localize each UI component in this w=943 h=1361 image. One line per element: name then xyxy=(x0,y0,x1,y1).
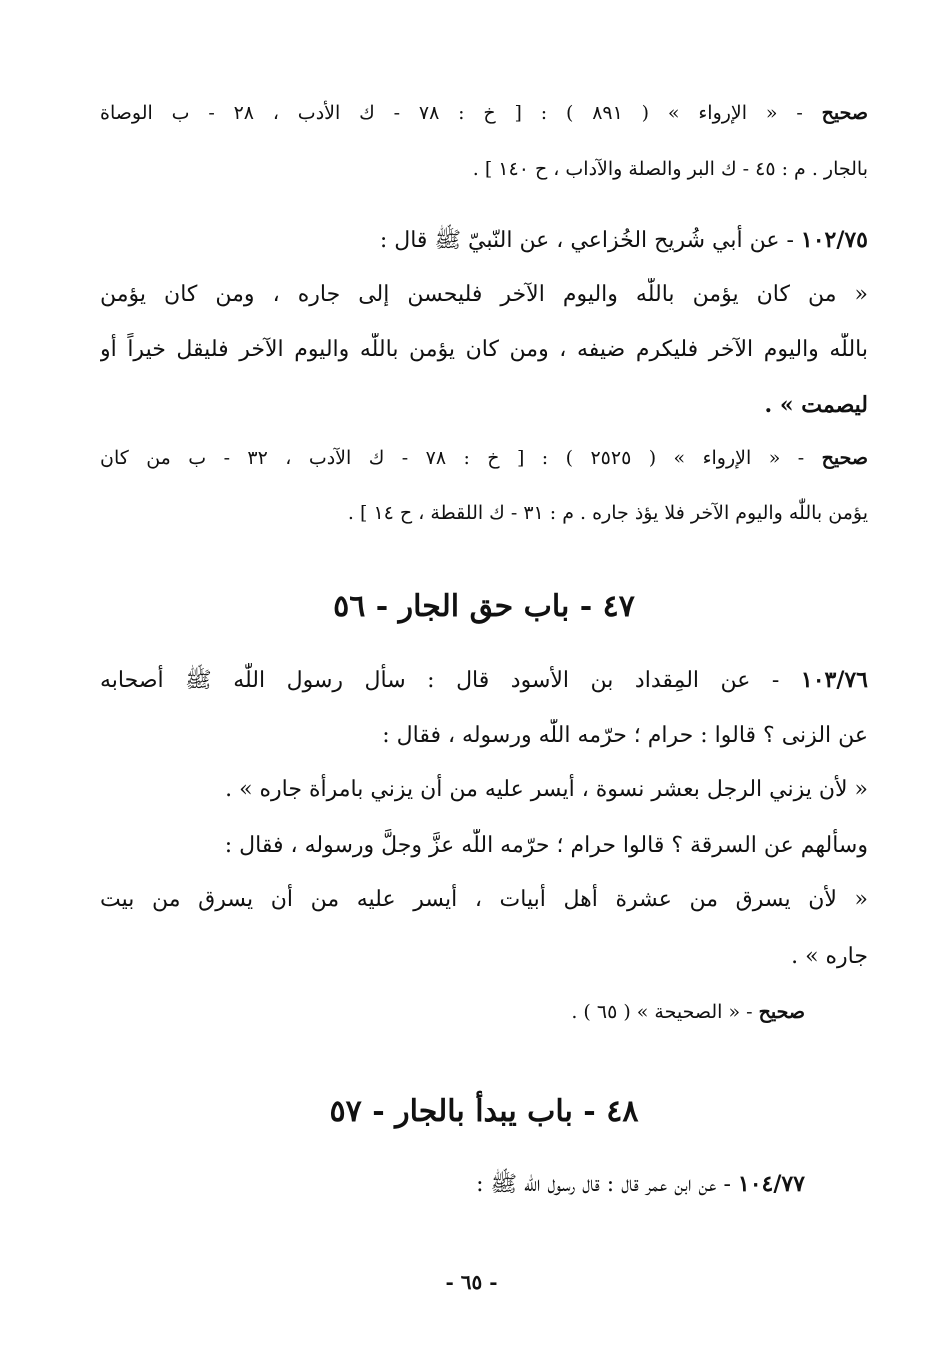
hadith-heading xyxy=(100,663,868,698)
grade-label: صحيح xyxy=(821,102,868,124)
hadith-heading xyxy=(100,223,868,258)
hadith-number: ١٠٤/٧٧ xyxy=(737,1171,805,1197)
grading-line xyxy=(100,995,805,1029)
grading-line xyxy=(100,96,868,130)
hadith-text-line: باللّٰه واليوم الآخر فليكرم ضيفه ، ومن كان يؤمن باللّٰه واليوم الآخر فليقل خيراً أو xyxy=(100,337,868,362)
grade-label: صحيح xyxy=(758,1001,805,1023)
hadith-isnad: - عن المِقداد بن الأسود قال : سأل رسول اللّٰه ﷺ أصحابه xyxy=(100,668,801,693)
reference-text: - « الإرواء » ( ٨٩١ ) : [ خ : ٧٨ - ك الأدب ، ٢٨ - ب الوصاة xyxy=(100,102,822,124)
grading-line xyxy=(100,441,868,475)
grade-label: صحيح xyxy=(821,447,868,469)
hadith-isnad: - عن أبي شُريح الخُزاعي ، عن النّبيّ ﷺ قال : xyxy=(379,228,801,253)
hadith-heading xyxy=(100,1167,805,1202)
hadith-text-line: ليصمت » . xyxy=(764,392,868,418)
hadith-number: ١٠٣/٧٦ xyxy=(800,667,868,693)
hadith-text-line: جاره » . xyxy=(791,944,868,969)
reference-line: يؤمن باللّٰه واليوم الآخر فلا يؤذ جاره . م : ٣١ - ك اللقطة ، ح ١٤ ] . xyxy=(347,502,868,524)
chapter-title: ٤٨ - باب يبدأ بالجار - ٥٧ xyxy=(329,1094,639,1129)
hadith-text-line: « من كان يؤمن باللّٰه واليوم الآخر فليحسن إلى جاره ، ومن كان يؤمن xyxy=(100,282,868,307)
hadith-text-line: وسألهم عن السرقة ؟ قالوا حرام ؛ حرّمه اللّٰه عزَّ وجلَّ ورسوله ، فقال : xyxy=(224,833,868,858)
chapter-title: ٤٧ - باب حق الجار - ٥٦ xyxy=(333,589,635,624)
hadith-text-line: « لأن يسرق من عشرة أهل أبيات ، أيسر عليه من أن يسرق من بيت xyxy=(100,887,868,912)
hadith-text-line: عن الزنى ؟ قالوا : حرام ؛ حرّمه اللّٰه ورسوله ، فقال : xyxy=(382,723,868,748)
hadith-number: ١٠٢/٧٥ xyxy=(800,227,868,253)
hadith-text-line: « لأن يزني الرجل بعشر نسوة ، أيسر عليه من أن يزني بامرأة جاره » . xyxy=(225,777,868,802)
reference-line: بالجار . م : ٤٥ - ك البر والصلة والآداب ، ح ١٤٠ ] . xyxy=(472,158,868,180)
page-number: - ٦٥ - xyxy=(445,1270,498,1294)
hadith-isnad: - عن ابن عمر قال : قال رسول اللّٰه ﷺ : xyxy=(476,1172,738,1197)
reference-text: - « الصحيحة » ( ٦٥ ) . xyxy=(571,1001,759,1023)
reference-text: - « الإرواء » ( ٢٥٢٥ ) : [ خ : ٧٨ - ك الآدب ، ٣٢ - ب من كان xyxy=(100,447,822,469)
